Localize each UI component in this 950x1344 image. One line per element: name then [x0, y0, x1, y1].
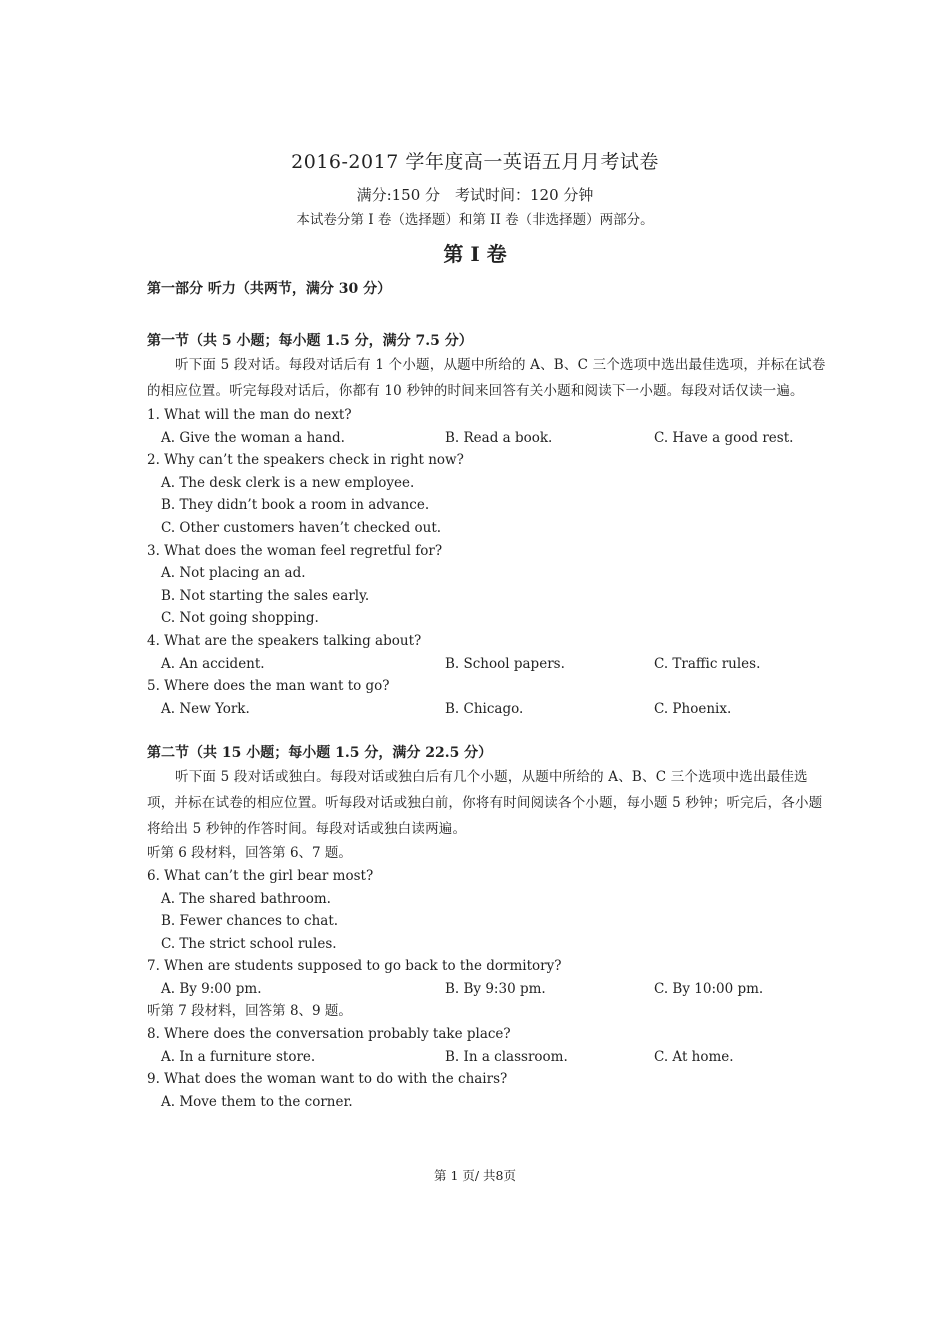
option-a: A. An accident.: [161, 655, 265, 672]
exam-meta: 满分:150 分 考试时间：120 分钟: [356, 186, 594, 204]
option-c: C. The strict school rules.: [161, 935, 337, 952]
option-b: B. Chicago.: [445, 700, 524, 717]
page-footer: 第 1 页/ 共8页: [433, 1168, 517, 1183]
option-c: C. By 10:00 pm.: [654, 980, 764, 997]
question-7-options: [147, 978, 832, 1001]
option-c: C. Other customers haven’t checked out.: [161, 519, 442, 536]
material-7-note: 听第 7 段材料，回答第 8、9 题。: [147, 1003, 352, 1020]
option-a: A. Give the woman a hand.: [161, 429, 345, 446]
option-b: B. In a classroom.: [445, 1048, 568, 1065]
section1-instructions: 听下面 5 段对话。每段对话后有 1 个小题，从题中所给的 A、B、C 三个选项中选出最佳选项，并标在试卷的相应位置。听完每段对话后，你都有 10 秒钟的时间来回答有关小题和阅读下一小题。每段对话仅读一遍。: [147, 357, 826, 399]
option-c: C. Traffic rules.: [654, 655, 761, 672]
option-c: C. Have a good rest.: [654, 429, 794, 446]
option-a: A. In a furniture store.: [161, 1048, 316, 1065]
option-b: B. They didn’t book a room in advance.: [161, 497, 430, 514]
question-6: 6. What can’t the girl bear most?: [147, 867, 374, 884]
question-5-options: [147, 698, 832, 721]
exam-content: [147, 278, 832, 1113]
question-4: 4. What are the speakers talking about?: [147, 632, 422, 649]
question-7: 7. When are students supposed to go back to the dormitory?: [147, 958, 562, 975]
option-a: A. Move them to the corner.: [161, 1093, 353, 1110]
option-a: A. The desk clerk is a new employee.: [161, 474, 415, 491]
question-8: 8. Where does the conversation probably take place?: [147, 1026, 511, 1043]
option-b: B. School papers.: [445, 655, 565, 672]
option-b: B. Fewer chances to chat.: [161, 913, 339, 930]
question-9: 9. What does the woman want to do with the chairs?: [147, 1071, 508, 1088]
option-b: B. Not starting the sales early.: [161, 587, 370, 604]
volume-heading: 第 I 卷: [443, 242, 507, 266]
question-5: 5. Where does the man want to go?: [147, 678, 390, 695]
option-c: C. Not going shopping.: [161, 610, 319, 627]
question-1: 1. What will the man do next?: [147, 407, 352, 423]
question-2: 2. Why can’t the speakers check in right now?: [147, 452, 464, 469]
question-4-options: [147, 653, 832, 676]
option-b: B. By 9:30 pm.: [445, 980, 546, 997]
option-a: A. The shared bathroom.: [161, 890, 331, 907]
exam-note: 本试卷分第 I 卷（选择题）和第 II 卷（非选择题）两部分。: [296, 212, 654, 228]
option-a: A. By 9:00 pm.: [161, 980, 262, 997]
section2-heading: 第二节（共 15 小题；每小题 1.5 分，满分 22.5 分）: [147, 745, 493, 762]
option-b: B. Read a book.: [445, 429, 553, 446]
exam-title: 2016-2017 学年度高一英语五月月考试卷: [291, 151, 659, 173]
part1-heading: 第一部分 听力（共两节，满分 30 分）: [147, 281, 392, 297]
option-a: A. New York.: [161, 700, 250, 717]
question-3: 3. What does the woman feel regretful for?: [147, 542, 443, 559]
question-8-options: [147, 1046, 832, 1069]
section1-heading: 第一节（共 5 小题；每小题 1.5 分，满分 7.5 分）: [147, 333, 473, 349]
section2-instructions: 听下面 5 段对话或独白。每段对话或独白后有几个小题，从题中所给的 A、B、C 三个选项中选出最佳选项，并标在试卷的相应位置。听每段对话或独白前，你将有时间阅读各个小题，每小题 5 秒钟；听完后，各小题将给出 5 秒钟的作答时间。每段对话或独白读两遍。: [147, 769, 823, 838]
material-6-note: 听第 6 段材料，回答第 6、7 题。: [147, 845, 352, 862]
question-1-options: [147, 427, 832, 450]
option-c: C. Phoenix.: [654, 700, 732, 717]
option-a: A. Not placing an ad.: [161, 565, 306, 582]
option-c: C. At home.: [654, 1048, 734, 1065]
